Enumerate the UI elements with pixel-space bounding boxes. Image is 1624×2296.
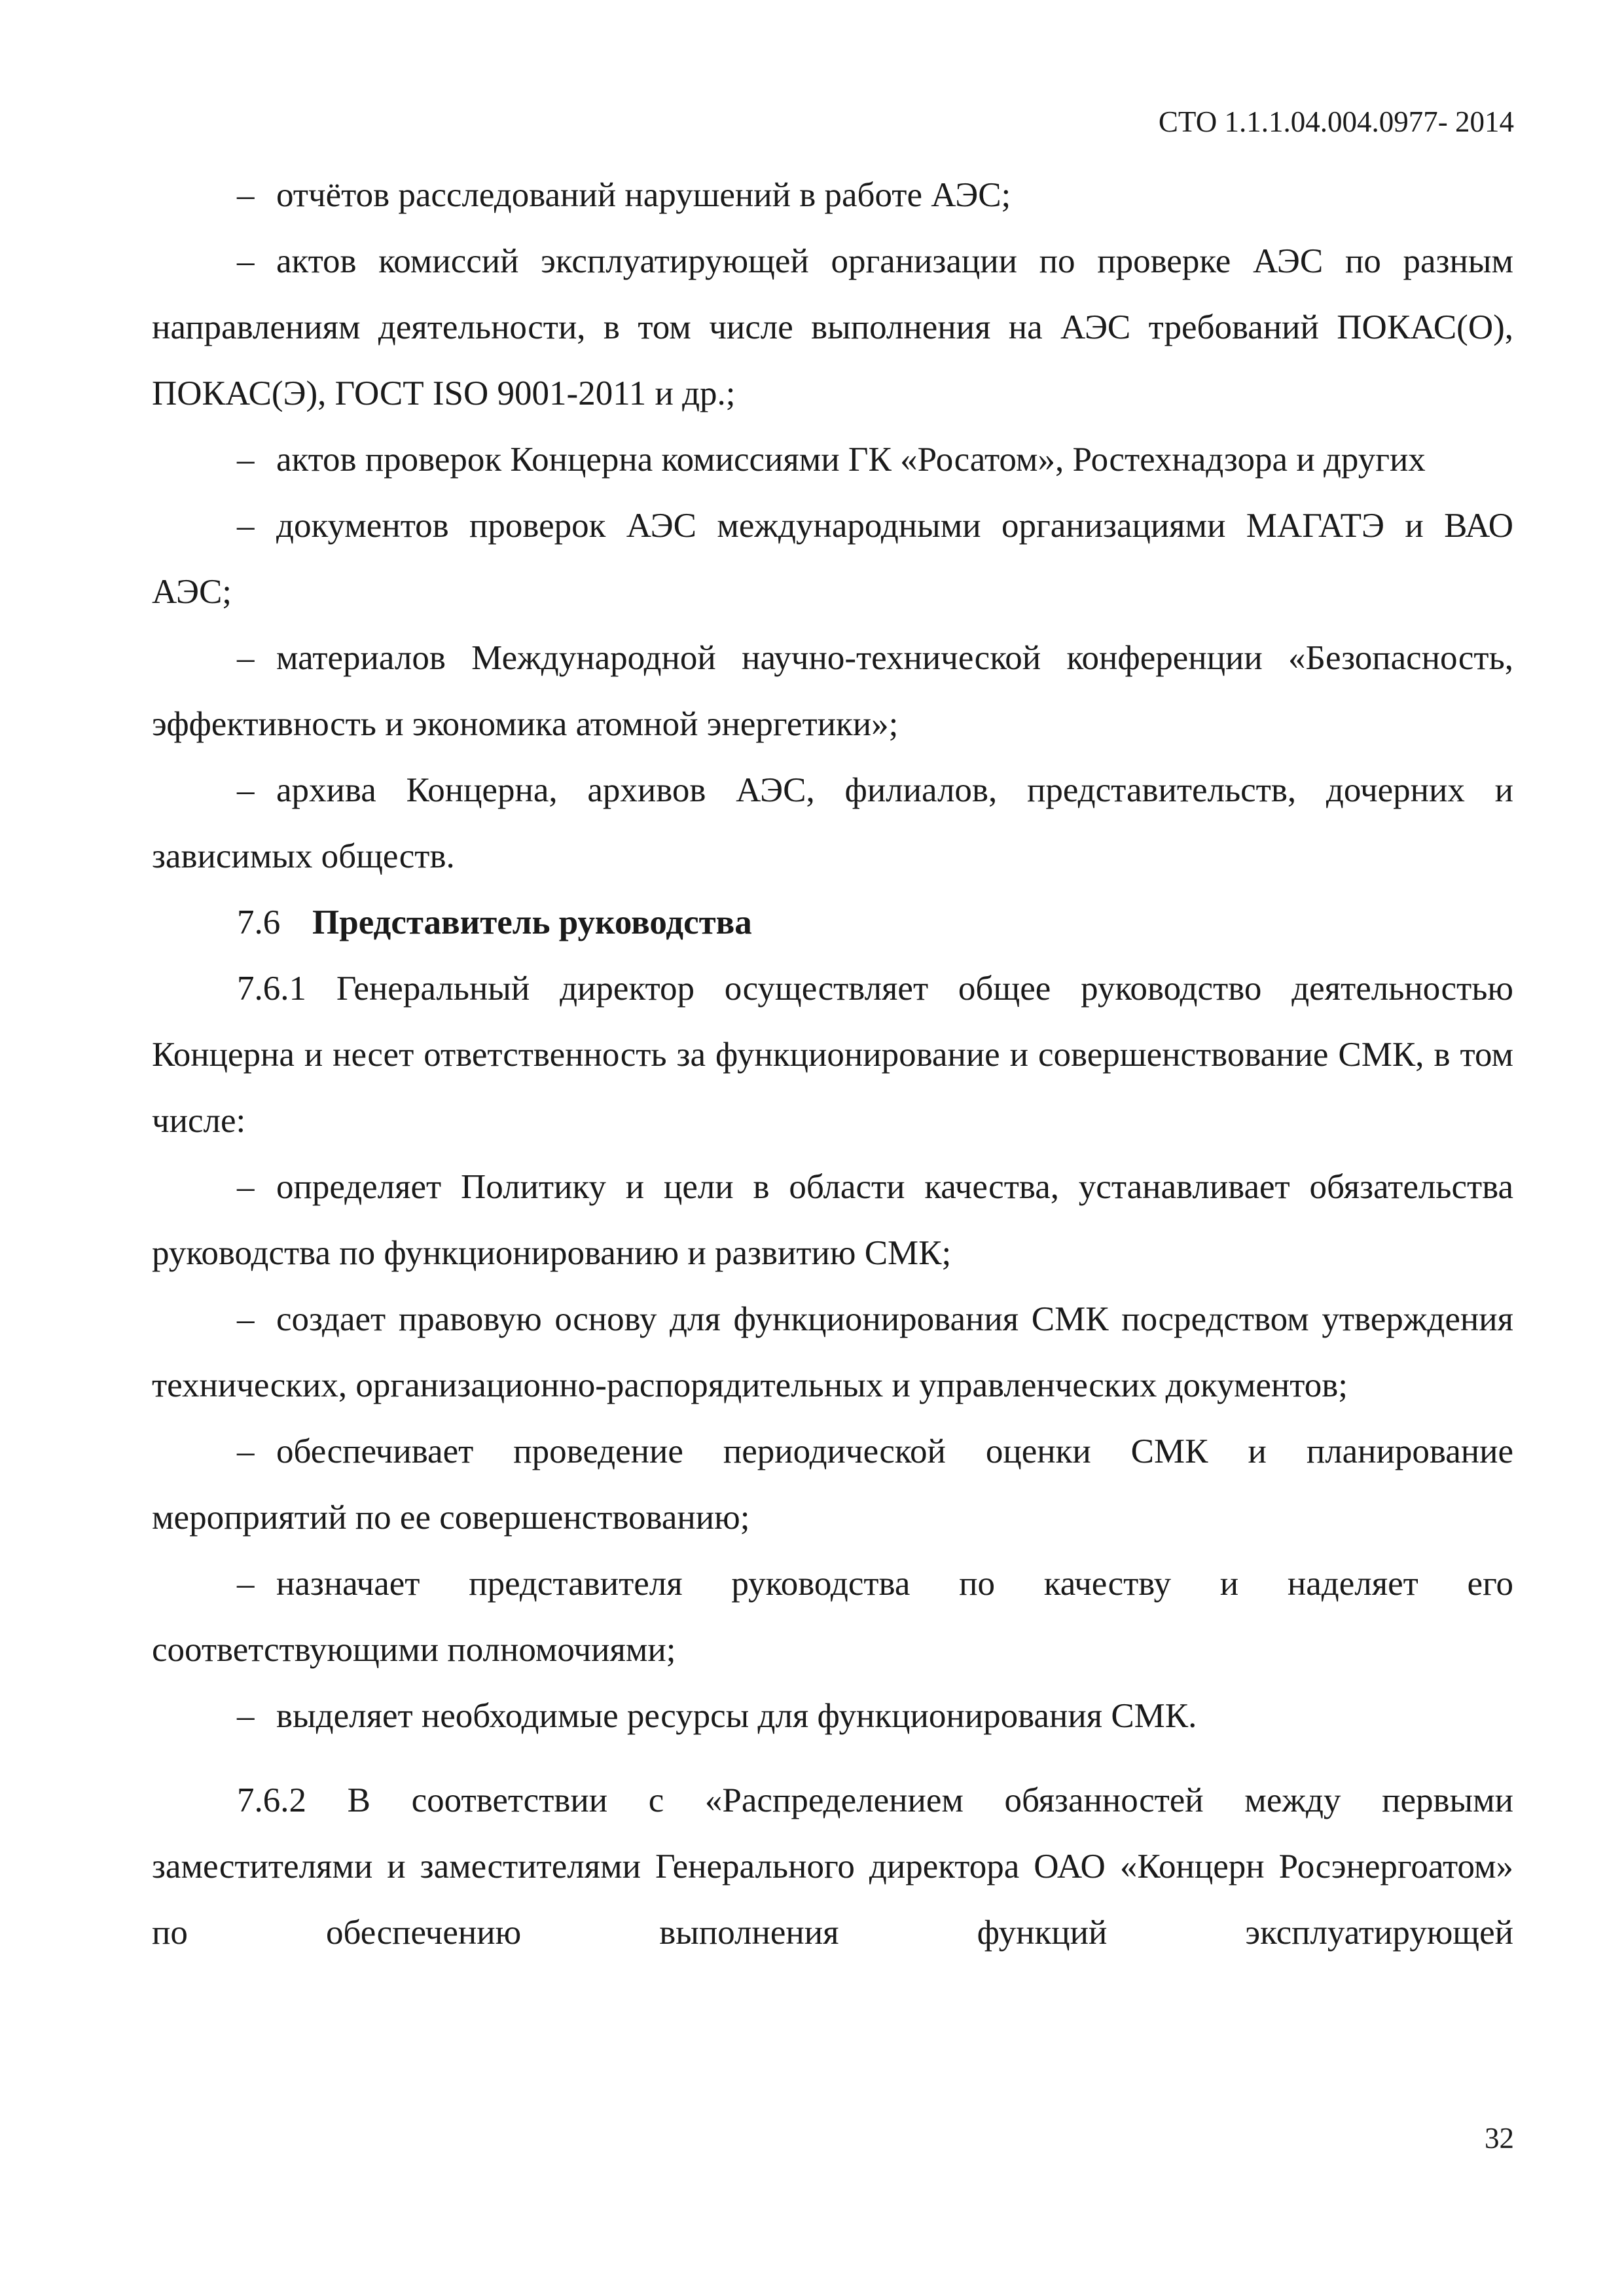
paragraph-7-6-1: 7.6.1 Генеральный директор осуществляет общее руководство деятельностью Концерна и несет ответственность за функционирование и совершенствование СМК, в том числе: <box>152 970 1513 1140</box>
list-item-text: выделяет необходимые ресурсы для функционирования СМК. <box>276 1697 1197 1735</box>
list-item-text: назначает представителя руководства по качеству и наделяет его соответствующими полномочиями; <box>152 1565 1513 1669</box>
section-number: 7.6 <box>237 903 281 941</box>
list-item <box>152 228 1513 427</box>
page-body <box>152 162 1513 1966</box>
section-heading <box>152 890 1513 956</box>
page-number: 32 <box>1485 2122 1514 2155</box>
list-item <box>152 427 1513 493</box>
list-dash: – <box>237 176 255 214</box>
list-item <box>152 1551 1513 1683</box>
list-dash: – <box>237 1697 255 1735</box>
list-item-text: определяет Политику и цели в области качества, устанавливает обязательства руководства по функционированию и развитию СМК; <box>152 1168 1513 1272</box>
list-item <box>152 1683 1513 1749</box>
list-dash: – <box>237 1168 255 1206</box>
list-item-text: документов проверок АЭС международными организациями МАГАТЭ и ВАО АЭС; <box>152 507 1513 611</box>
list-dash: – <box>237 639 255 677</box>
list-item-text: архива Концерна, архивов АЭС, филиалов, представительств, дочерних и зависимых обществ. <box>152 771 1513 875</box>
list-dash: – <box>237 1432 255 1470</box>
list-dash: – <box>237 441 255 479</box>
section-title: Представитель руководства <box>312 903 752 941</box>
list-dash: – <box>237 507 255 545</box>
paragraph-7-6-2: 7.6.2 В соответствии с «Распределением обязанностей между первыми заместителями и заместителями Генерального директора ОАО «Концерн Росэнергоатом» по обеспечению выполнения функций эксплуатирующей <box>152 1781 1513 1952</box>
list-item <box>152 1419 1513 1551</box>
list-item-text: актов комиссий эксплуатирующей организации по проверке АЭС по разным направлениям деятельности, в том числе выполнения на АЭС требований ПОКАС(О), ПОКАС(Э), ГОСТ ISO 9001-2011 и др.; <box>152 242 1513 412</box>
list-item <box>152 493 1513 625</box>
list-item-text: отчётов расследований нарушений в работе АЭС; <box>276 176 1011 214</box>
list-dash: – <box>237 771 255 809</box>
list-item-text: обеспечивает проведение периодической оценки СМК и планирование мероприятий по ее совершенствованию; <box>152 1432 1513 1537</box>
list-item <box>152 757 1513 890</box>
list-item <box>152 625 1513 757</box>
list-item <box>152 162 1513 228</box>
list-item-text: актов проверок Концерна комиссиями ГК «Росатом», Ростехнадзора и других <box>276 441 1426 479</box>
list-item <box>152 1154 1513 1286</box>
document-code-header: СТО 1.1.1.04.004.0977- 2014 <box>1158 105 1514 138</box>
list-dash: – <box>237 1565 255 1603</box>
list-dash: – <box>237 1300 255 1338</box>
list-dash: – <box>237 242 255 280</box>
list-item-text: создает правовую основу для функционирования СМК посредством утверждения технических, организационно-распорядительных и управленческих документов; <box>152 1300 1513 1404</box>
list-item-text: материалов Международной научно-технической конференции «Безопасность, эффективность и экономика атомной энергетики»; <box>152 639 1513 743</box>
list-item <box>152 1286 1513 1419</box>
